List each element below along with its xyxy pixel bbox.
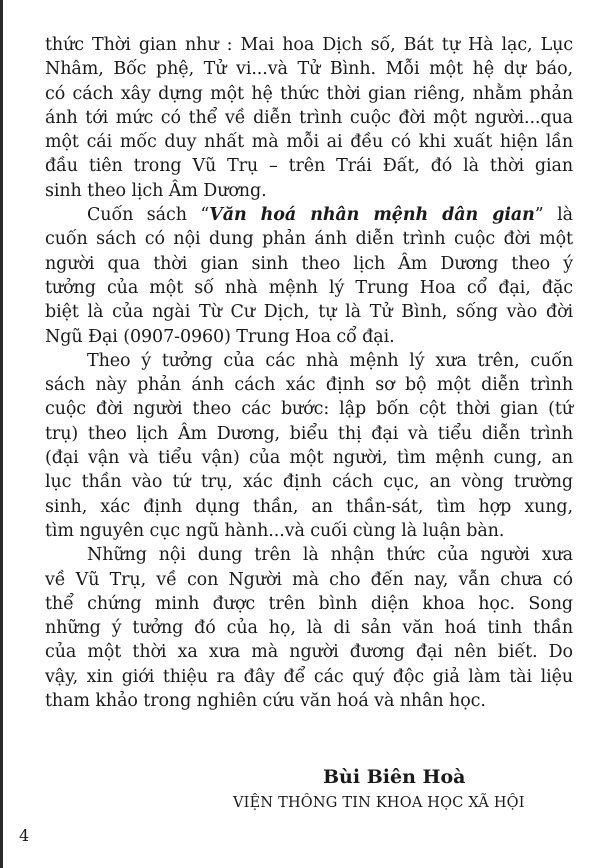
paragraph-3 — [45, 349, 573, 543]
text-line: cuộc đời người theo các bước: lập bốn cột thời gian (tứ — [45, 399, 573, 420]
text-line: tham khảo trong nghiên cứu văn hoá và nhân học. — [45, 691, 486, 712]
text-line: lục thần vào tứ trụ, xác định cách cục, an vòng trường — [45, 472, 573, 493]
text-line: sinh, xác định dụng thần, an thần-sát, tìm hợp xung, — [45, 496, 573, 517]
text-line: sinh theo lịch Âm Dương. — [45, 180, 267, 201]
text-line: thể chứng minh được trên bình diện khoa học. Song — [45, 593, 573, 614]
text-line: tưởng của một số nhà mệnh lý Trung Hoa cổ đại, đặc — [45, 277, 573, 298]
text-line: người qua thời gian sinh theo lịch Âm Dương theo ý — [45, 253, 573, 274]
page-number: 4 — [19, 826, 30, 845]
text-line: (đại vận và tiểu vận) của một người, tìm mệnh cung, an — [45, 448, 573, 469]
text-line: tìm nguyên cục ngũ hành...và cuối cùng là luận bàn. — [45, 520, 505, 541]
text-line: sách này phản ánh cách xác định sơ bộ một diễn trình — [45, 375, 573, 396]
author-signature: Bùi Biên Hoà — [323, 766, 466, 788]
text-line — [45, 203, 573, 227]
paragraph-1 — [45, 33, 573, 203]
paragraph-2 — [45, 203, 573, 349]
text-line: vậy, xin giới thiệu ra đây để các quý độc giả làm tài liệu — [45, 666, 573, 687]
text-line: ánh tới mức có thể về diễn trình cuộc đời một người...qua — [45, 107, 573, 128]
text-line: cuốn sách có nội dung phản ánh diễn trình cuộc đời một — [45, 229, 573, 250]
text-line: biệt là của ngài Từ Cư Dịch, tự là Tử Bình, sống vào đời — [45, 302, 573, 323]
text-fragment: ” là — [534, 205, 574, 226]
body-text — [45, 33, 573, 713]
text-line: Những nội dung trên là nhận thức của người xưa — [87, 545, 573, 566]
text-line: của một thời xa xưa mà người đương đại nên biết. Do — [45, 642, 573, 663]
text-line: trụ) theo lịch Âm Dương, biểu thị đại và tiểu diễn trình — [45, 423, 573, 444]
text-line: những ý tưởng đó của họ, là di sản văn hoá tinh thần — [45, 618, 573, 639]
text-line: Ngũ Đại (0907-0960) Trung Hoa cổ đại. — [45, 326, 395, 347]
text-line: Theo ý tưởng của các nhà mệnh lý xưa trên, cuốn — [87, 350, 573, 371]
paragraph-4 — [45, 543, 573, 713]
text-line: có cách xây dựng một hệ thức thời gian riêng, nhằm phản — [45, 83, 573, 104]
text-line: thức Thời gian như : Mai hoa Dịch số, Bát tự Hà lạc, Lục — [45, 35, 573, 55]
author-institution: VIỆN THÔNG TIN KHOA HỌC XÃ HỘI — [233, 795, 525, 811]
text-fragment: Cuốn sách “ — [87, 205, 210, 226]
text-line: đầu tiên trong Vũ Trụ – trên Trái Đất, đó là thời gian — [45, 156, 573, 177]
text-line: về Vũ Trụ, về con Người mà cho đến nay, vẫn chưa có — [45, 569, 573, 590]
text-line: một cái mốc duy nhất mà mỗi ai đều có khi xuất hiện lần — [45, 132, 573, 153]
book-title: Văn hoá nhân mệnh dân gian — [209, 205, 535, 226]
text-line: Nhâm, Bốc phệ, Tử vi...và Tử Bình. Mỗi một hệ dự báo, — [45, 59, 573, 80]
